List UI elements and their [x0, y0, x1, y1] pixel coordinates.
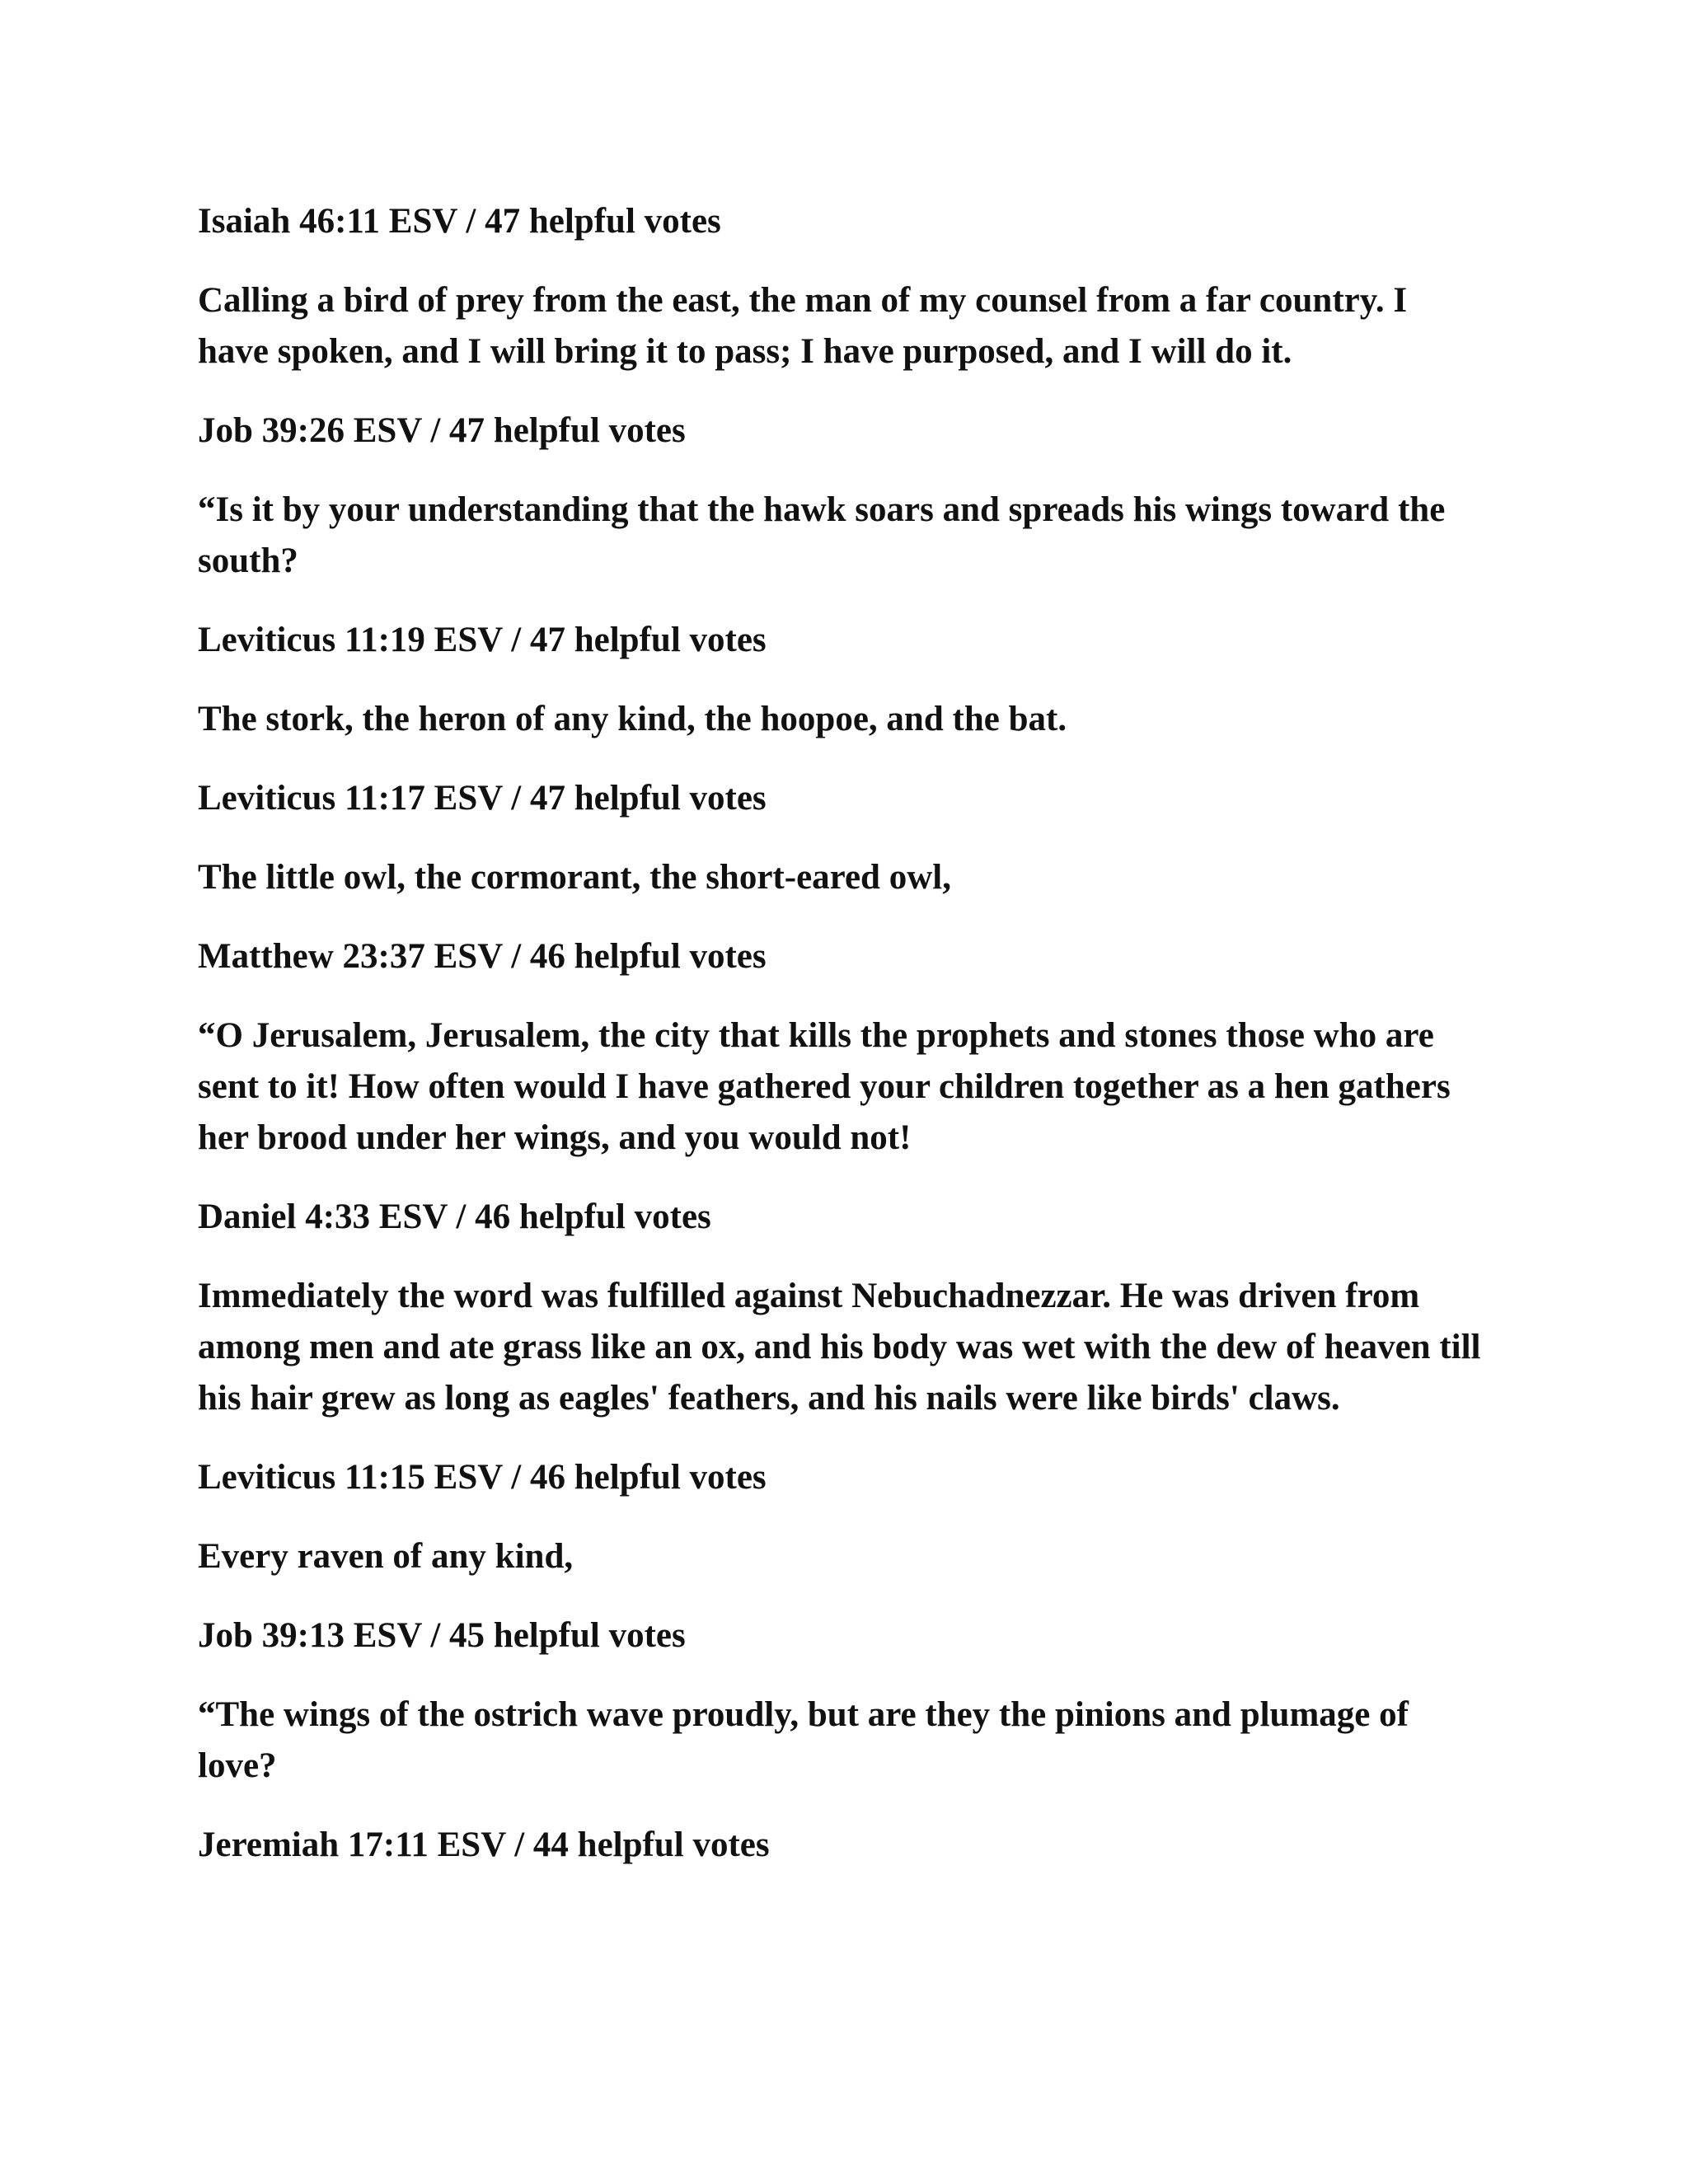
- verse-text: Calling a bird of prey from the east, the man of my counsel from a far country. I have spoken, and I will bring it to pass; I have purposed, and I will do it.: [198, 281, 1408, 371]
- verse-text: The little owl, the cormorant, the short-eared owl,: [198, 858, 951, 897]
- verse-reference: Matthew 23:37 ESV / 46 helpful votes: [198, 937, 767, 976]
- verse-list: [198, 196, 1484, 1899]
- verse-reference: Jeremiah 17:11 ESV / 44 helpful votes: [198, 1825, 770, 1864]
- verse-text: “O Jerusalem, Jerusalem, the city that kills the prophets and stones those who are sent to it! How often would I have gathered your children together as a hen gathers her brood under her wings, and you would not!: [198, 1016, 1451, 1157]
- verse-reference: Job 39:13 ESV / 45 helpful votes: [198, 1616, 686, 1655]
- verse-reference: Leviticus 11:15 ESV / 46 helpful votes: [198, 1458, 767, 1497]
- verse-text: Immediately the word was fulfilled against Nebuchadnezzar. He was driven from among men and ate grass like an ox, and his body was wet with the dew of heaven till his hair grew as long as eagles' feathers, and his nails were like birds' claws.: [198, 1277, 1481, 1418]
- verse-text: Every raven of any kind,: [198, 1537, 574, 1576]
- verse-text: “The wings of the ostrich wave proudly, but are they the pinions and plumage of love?: [198, 1695, 1409, 1785]
- verse-reference: Isaiah 46:11 ESV / 47 helpful votes: [198, 202, 721, 241]
- verse-reference: Leviticus 11:17 ESV / 47 helpful votes: [198, 779, 767, 818]
- verse-reference: Job 39:26 ESV / 47 helpful votes: [198, 411, 686, 450]
- verse-reference: Daniel 4:33 ESV / 46 helpful votes: [198, 1197, 711, 1236]
- verse-text: The stork, the heron of any kind, the hoopoe, and the bat.: [198, 700, 1067, 738]
- verse-reference: Leviticus 11:19 ESV / 47 helpful votes: [198, 621, 767, 659]
- verse-text: “Is it by your understanding that the hawk soars and spreads his wings toward the south?: [198, 490, 1446, 580]
